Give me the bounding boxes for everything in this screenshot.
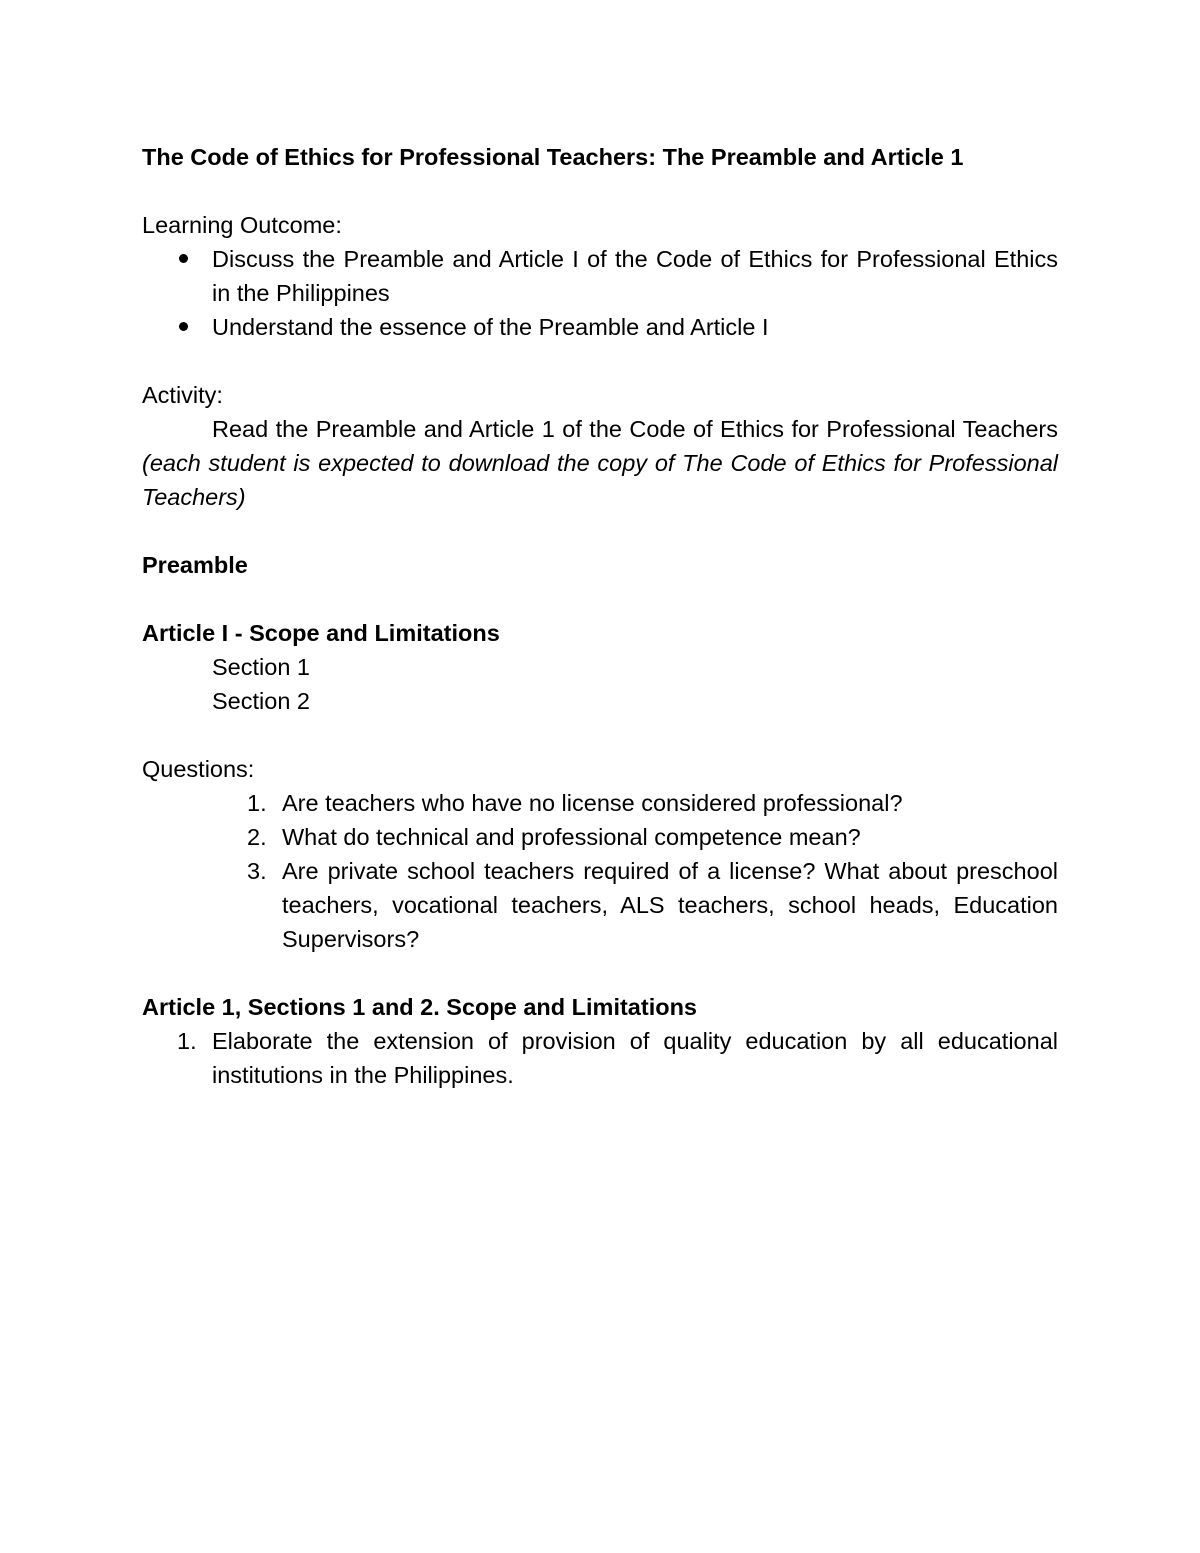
article-heading: Article I - Scope and Limitations bbox=[142, 620, 500, 646]
activity-heading: Activity: bbox=[142, 382, 223, 408]
list-item bbox=[142, 1024, 1058, 1092]
activity-text: Read the Preamble and Article 1 of the Code of Ethics for Professional Teachers bbox=[212, 416, 1058, 442]
list-item-text: Are teachers who have no license considered professional? bbox=[282, 790, 903, 816]
list-number: 1. bbox=[247, 790, 267, 816]
activity-paragraph bbox=[142, 412, 1058, 514]
list-number: 1. bbox=[177, 1028, 197, 1054]
section-item: Section 1 bbox=[212, 654, 310, 680]
list-item bbox=[142, 786, 1058, 820]
list-item-text: What do technical and professional competence mean? bbox=[282, 824, 861, 850]
activity-note: (each student is expected to download the copy of The Code of Ethics for Professional Teachers) bbox=[142, 450, 1058, 510]
document-page bbox=[142, 140, 1058, 1092]
list-item bbox=[142, 854, 1058, 956]
learning-outcome-list bbox=[142, 242, 1058, 344]
list-number: 2. bbox=[247, 824, 267, 850]
list-item-text: Are private school teachers required of a license? What about preschool teachers, vocational teachers, ALS teachers, school heads, Education Supervisors? bbox=[282, 858, 1058, 952]
article-sections-heading: Article 1, Sections 1 and 2. Scope and Limitations bbox=[142, 994, 698, 1020]
list-number: 3. bbox=[247, 858, 267, 884]
list-item-text: Discuss the Preamble and Article I of the Code of Ethics for Professional Ethics in the Philippines bbox=[212, 246, 1058, 306]
list-item bbox=[142, 310, 1058, 344]
list-item-text: Understand the essence of the Preamble and Article I bbox=[212, 314, 769, 340]
document-title: The Code of Ethics for Professional Teachers: The Preamble and Article 1 bbox=[142, 144, 964, 170]
article-sections-list bbox=[142, 1024, 1058, 1092]
bullet-icon bbox=[179, 254, 188, 263]
list-item bbox=[142, 820, 1058, 854]
questions-heading: Questions: bbox=[142, 756, 255, 782]
list-item bbox=[142, 242, 1058, 310]
preamble-heading: Preamble bbox=[142, 552, 248, 578]
bullet-icon bbox=[179, 322, 188, 331]
section-item: Section 2 bbox=[212, 688, 310, 714]
questions-list bbox=[142, 786, 1058, 956]
list-item-text: Elaborate the extension of provision of quality education by all educational institutions in the Philippines. bbox=[212, 1028, 1058, 1088]
learning-outcome-heading: Learning Outcome: bbox=[142, 212, 342, 238]
